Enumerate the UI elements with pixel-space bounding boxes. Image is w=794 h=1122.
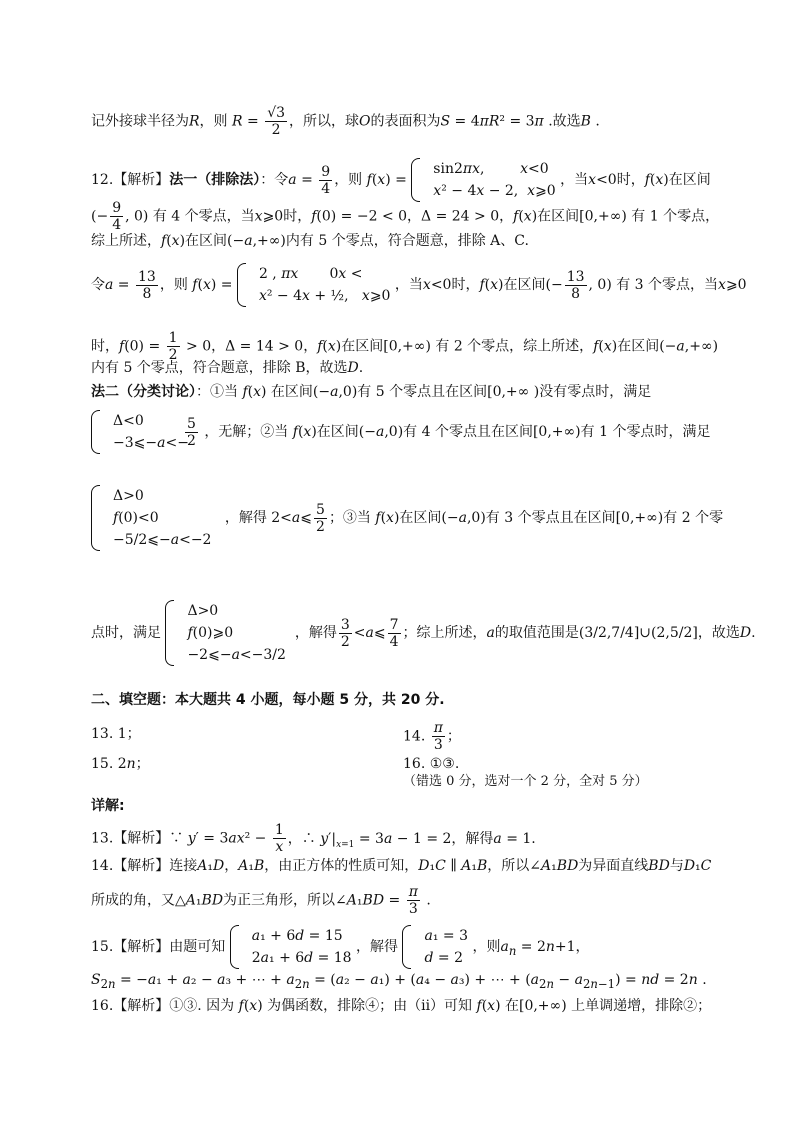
text-line: 13.【解析】∵ y′ = 3ax² − $\frac{1}{x}$ ，∴ $y'|_{x=1} = 3a - 1 = 2$，解得a = 1.: [91, 822, 536, 855]
text-line: 12.【解析】法一（排除法）：令a = $\frac{9}{4}$ ，则 f(x) = sin2πx, x<0 x² − 4x − 2, x⩾0 ，当x<0时，f(x)在区间: [91, 158, 754, 202]
answer-13: 13. 1；: [91, 726, 141, 742]
text-line: 所成的角，又△A₁BD为正三角形，所以∠A₁BD = $\frac{\pi}{3}$ .: [91, 884, 431, 917]
detail-heading: 详解:: [91, 798, 125, 814]
text-line: 14.【解析】连接A₁D，A₁B，由正方体的性质可知，D₁C ∥ A₁B，所以∠A₁BD为异面直线BD与D₁C: [91, 858, 712, 874]
text-line: 时，f(0) = $\frac{1}{2}$ > 0，Δ = 14 > 0，f(x)在区间[0,+∞) 有 2 个零点，综上所述，f(x)在区间(−a,+∞): [91, 330, 719, 363]
answer-14: 14. $\frac{\pi}{3}$ ；: [403, 720, 461, 753]
answer-15: 15. 2n；: [91, 756, 150, 772]
text-line: 记外接球半径为R，则 R = $\frac{√3}{2}$ ，所以，球O的表面积为S = 4πR² = 3π .故选B .: [91, 105, 600, 138]
text-line: Δ>0 f(0)<0 −5/2⩽−a<−2 ，解得 2<a⩽ $\frac{5}{2}$ ；③当 f(x)在区间(−a,0)有 3 个零点且在区间[0,+∞)有 2 个零: [91, 485, 754, 551]
text-line: 法二（分类讨论）：①当 f(x) 在区间(−a,0)有 5 个零点且在区间[0,+∞ )没有零点时，满足: [91, 384, 652, 400]
text-line: (− $\frac{9}{4}$ , 0) 有 4 个零点，当x⩾0时，f(0) = −2 < 0，Δ = 24 > 0，f(x)在区间[0,+∞) 有 1 个零点，: [91, 200, 720, 233]
answer-16-note: （错选 0 分，选对一个 2 分，全对 5 分）: [403, 774, 648, 789]
text-line: 综上所述，f(x)在区间(−a,+∞)内有 5 个零点，符合题意，排除 A、C.: [91, 233, 529, 249]
text-line: Δ<0 −3⩽−a<− $\frac{5}{2}$ ，无解；②当 f(x)在区间(−a,0)有 4 个零点且在区间[0,+∞)有 1 个零点时，满足: [91, 410, 754, 454]
text-line: $S_{2n} = -a_1 + a_2 - a_3$ + ⋯ + $a_{2n} = (a_2 - a_1) + (a_4 - a_3)$ + ⋯ + $(a_{2n} - a_{2n-1})$ = nd = 2n .: [91, 972, 707, 991]
answer-16: 16. ①③.: [403, 756, 460, 772]
text-line: 15.【解析】由题可知 a₁ + 6d = 15 2a₁ + 6d = 18 ，解得 a₁ = 3 d = 2 ，则$a_n = 2n+1$，: [91, 925, 754, 969]
text-line: 点时，满足 Δ>0 f(0)⩾0 −2⩽−a<−3/2 ，解得 $\frac{3}{2}$ <a⩽ $\frac{7}{4}$ ；综上所述，a的取值范围是(3/2,7/4]∪(2,5/2]，故选D.: [91, 600, 754, 666]
section-title: 二、填空题：本大题共 4 小题，每小题 5 分，共 20 分.: [91, 692, 445, 708]
text-line: 令a = $\frac{13}{8}$ ，则 f(x) = 2 , πx 0x < x² − 4x + ½, x⩾0 ，当x<0时，f(x)在区间(− $\frac{13}{8}$ , 0) 有 3 个零点，当x⩾0: [91, 263, 754, 307]
text-line: 16.【解析】①③. 因为 f(x) 为偶函数，排除④；由（ii）可知 f(x) 在[0,+∞) 上单调递增，排除②；: [91, 998, 712, 1014]
text-line: 内有 5 个零点，符合题意，排除 B，故选D.: [91, 360, 364, 376]
